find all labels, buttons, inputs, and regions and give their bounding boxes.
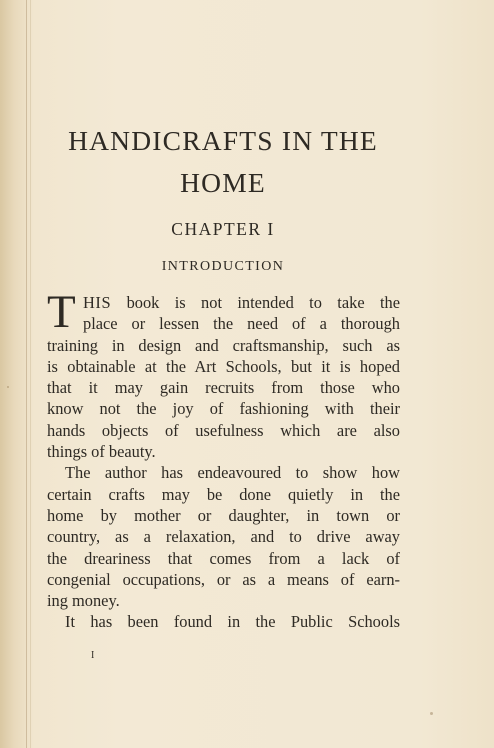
section-heading: INTRODUCTION [161, 259, 285, 274]
text-line: place or lessen the need of a thorough [83, 314, 400, 334]
text-line: The author has endeavoured to show how [65, 463, 400, 483]
title-line-1: HANDICRAFTS IN THE [68, 125, 378, 156]
page-number: I [91, 650, 95, 661]
text-line: know not the joy of fashioning with their [47, 399, 400, 419]
page-gutter-line [30, 0, 31, 748]
page-gutter-line [26, 0, 27, 748]
text-line: training in design and craftsmanship, such as [47, 335, 400, 355]
text-line: home by mother or daughter, in town or [47, 505, 400, 525]
first-word-caps: HIS [83, 293, 112, 312]
text-line: ing money. [47, 591, 120, 611]
text-line-content: book is not intended to take the [111, 293, 400, 312]
paper-speck [7, 386, 9, 388]
paper-speck [430, 712, 433, 715]
text-line: It has been found in the Public Schools [65, 612, 400, 632]
drop-cap: T [47, 286, 76, 338]
text-line: country, as a relaxation, and to drive away [47, 527, 400, 547]
text-line: congenial occupations, or as a means of earn- [47, 569, 400, 589]
book-title [0, 120, 446, 204]
text-line: the dreariness that comes from a lack of [47, 548, 400, 568]
text-line: things of beauty. [47, 442, 156, 462]
text-line: that it may gain recruits from those who [47, 378, 400, 398]
title-line-2: HOME [180, 167, 266, 198]
text-line: hands objects of usefulness which are also [47, 420, 400, 440]
text-line: is obtainable at the Art Schools, but it is hoped [47, 356, 400, 376]
body-text [47, 286, 400, 633]
text-line: certain crafts may be done quietly in the [47, 484, 400, 504]
chapter-heading: CHAPTER I [171, 219, 275, 239]
